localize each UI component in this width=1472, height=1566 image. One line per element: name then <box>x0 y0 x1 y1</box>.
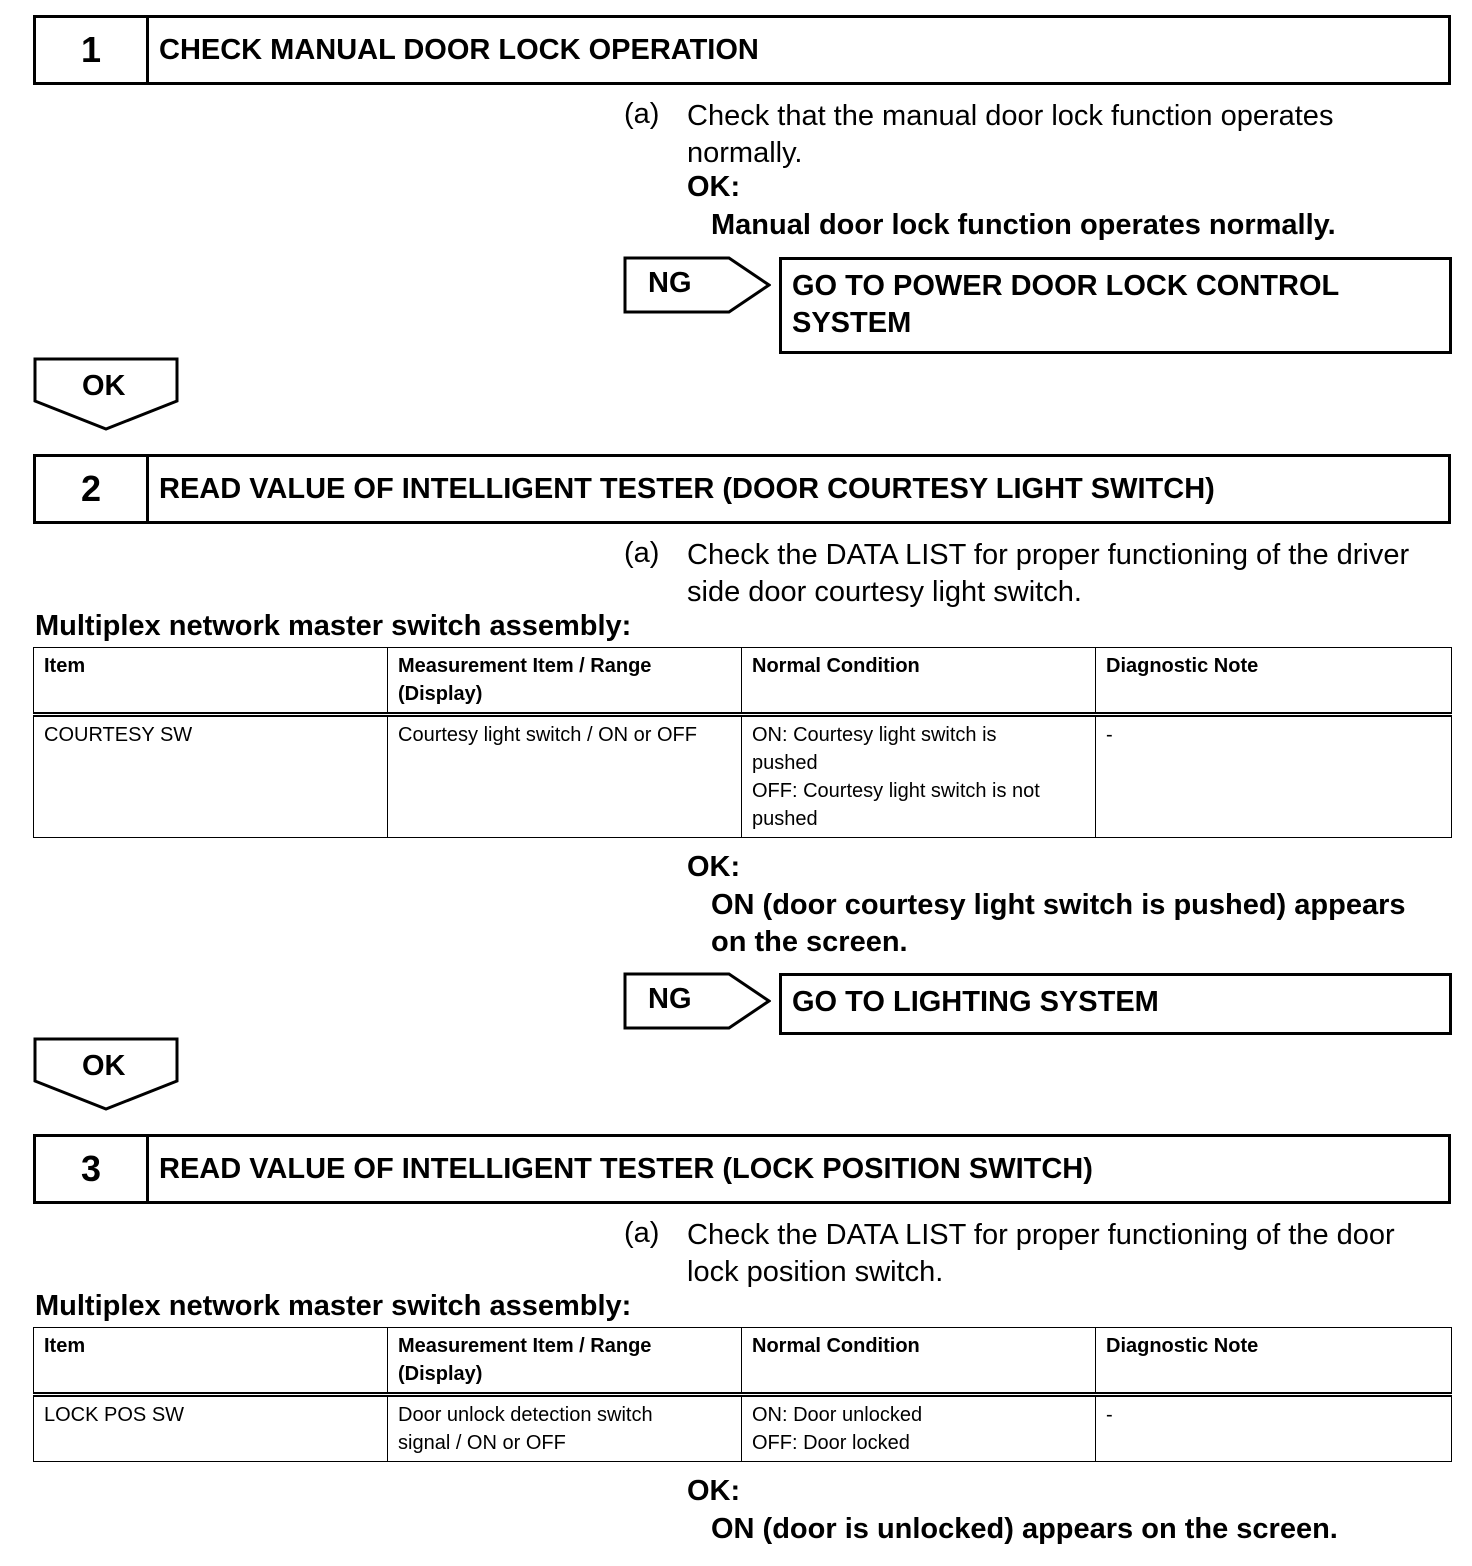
step-title: READ VALUE OF INTELLIGENT TESTER (DOOR COURTESY LIGHT SWITCH) <box>159 472 1215 505</box>
cell-diagnostic-note: - <box>1096 715 1452 838</box>
header-line: (Display) <box>398 683 483 705</box>
cell-measurement <box>388 1395 742 1462</box>
instruction-line: Check the DATA LIST for proper functioning of the driver <box>687 539 1410 571</box>
cell-line: OFF: Door locked <box>752 1432 910 1454</box>
instruction-text <box>687 537 1409 611</box>
cell-item: COURTESY SW <box>34 715 388 838</box>
data-list-table <box>33 647 1452 838</box>
instruction-text <box>687 98 1333 172</box>
ng-label: NG <box>648 983 692 1015</box>
step-1-header <box>33 15 1451 85</box>
instruction-marker: (a) <box>624 98 660 130</box>
goto-line: GO TO LIGHTING SYSTEM <box>792 986 1159 1018</box>
cell-line: pushed <box>752 808 818 830</box>
ok-arrow-label: OK <box>82 1050 126 1082</box>
column-header-diagnostic-note: Diagnostic Note <box>1096 1328 1452 1395</box>
column-header-diagnostic-note: Diagnostic Note <box>1096 648 1452 715</box>
ok-criteria-label: OK: <box>687 1475 741 1507</box>
ng-arrow-icon[interactable] <box>623 972 771 1030</box>
header-line: Measurement Item / Range <box>398 1335 652 1357</box>
ok-criteria-label: OK: <box>687 851 741 883</box>
cell-line: signal / ON or OFF <box>398 1432 566 1454</box>
ok-criteria-line: on the screen. <box>711 926 908 958</box>
goto-power-door-lock-button[interactable] <box>779 257 1452 354</box>
goto-line: SYSTEM <box>792 307 912 339</box>
instruction-marker: (a) <box>624 1217 660 1249</box>
table-title: Multiplex network master switch assembly: <box>35 1290 632 1322</box>
goto-line: GO TO POWER DOOR LOCK CONTROL <box>792 270 1340 302</box>
table-row <box>34 715 1452 838</box>
ok-criteria-text: ON (door is unlocked) appears on the screen. <box>711 1513 1338 1545</box>
cell-item: LOCK POS SW <box>34 1395 388 1462</box>
instruction-line: normally. <box>687 137 803 169</box>
goto-lighting-system-button[interactable] <box>779 973 1452 1035</box>
column-header-normal-condition: Normal Condition <box>742 648 1096 715</box>
table-row <box>34 1395 1452 1462</box>
instruction-line: side door courtesy light switch. <box>687 576 1082 608</box>
header-line: (Display) <box>398 1363 483 1385</box>
ok-criteria-text <box>711 887 1406 961</box>
ok-arrow-label: OK <box>82 370 126 402</box>
cell-line: Door unlock detection switch <box>398 1404 653 1426</box>
step-3-header <box>33 1134 1451 1204</box>
ok-criteria-text: Manual door lock function operates normally. <box>711 209 1336 241</box>
step-number: 3 <box>36 1137 149 1201</box>
cell-line: pushed <box>752 752 818 774</box>
column-header-measurement <box>388 1328 742 1395</box>
cell-diagnostic-note: - <box>1096 1395 1452 1462</box>
data-list-table <box>33 1327 1452 1462</box>
ok-criteria-line: ON (door courtesy light switch is pushed) appears <box>711 889 1406 921</box>
ok-criteria-label: OK: <box>687 171 741 203</box>
step-2-header <box>33 454 1451 524</box>
cell-line: ON: Courtesy light switch is <box>752 724 997 746</box>
instruction-marker: (a) <box>624 537 660 569</box>
table-title: Multiplex network master switch assembly: <box>35 610 632 642</box>
step-number: 2 <box>36 457 149 521</box>
cell-line: OFF: Courtesy light switch is not <box>752 780 1040 802</box>
cell-normal-condition <box>742 715 1096 838</box>
instruction-line: lock position switch. <box>687 1256 944 1288</box>
cell-measurement <box>388 715 742 838</box>
step-title: READ VALUE OF INTELLIGENT TESTER (LOCK POSITION SWITCH) <box>159 1152 1093 1185</box>
instruction-text <box>687 1217 1395 1291</box>
step-title: CHECK MANUAL DOOR LOCK OPERATION <box>159 33 759 66</box>
column-header-normal-condition: Normal Condition <box>742 1328 1096 1395</box>
instruction-line: Check that the manual door lock function operates <box>687 100 1334 132</box>
ng-arrow-icon[interactable] <box>623 256 771 314</box>
column-header-item: Item <box>34 1328 388 1395</box>
cell-line: Courtesy light switch / ON or OFF <box>398 724 697 746</box>
header-line: Measurement Item / Range <box>398 655 652 677</box>
cell-line: ON: Door unlocked <box>752 1404 923 1426</box>
column-header-measurement <box>388 648 742 715</box>
ng-label: NG <box>648 267 692 299</box>
step-number: 1 <box>36 18 149 82</box>
column-header-item: Item <box>34 648 388 715</box>
cell-normal-condition <box>742 1395 1096 1462</box>
instruction-line: Check the DATA LIST for proper functioning of the door <box>687 1219 1395 1251</box>
